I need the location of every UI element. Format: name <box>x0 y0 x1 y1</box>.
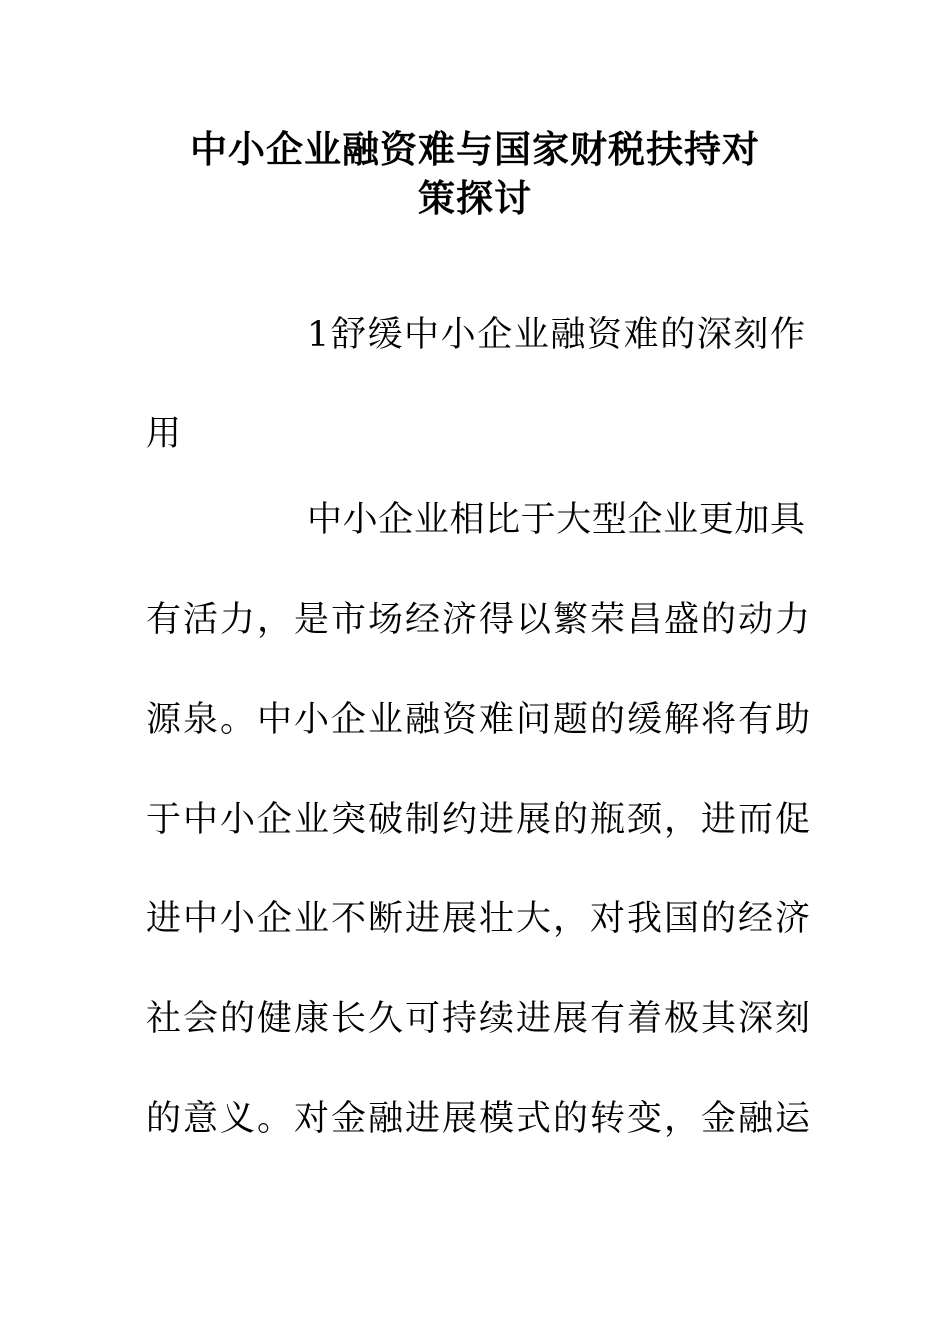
paragraph-line: 进中小企业不断进展壮大，对我国的经济 <box>146 899 810 939</box>
paragraph-line: 有活力，是市场经济得以繁荣昌盛的动力 <box>146 600 810 640</box>
section-heading-line-1: 1舒缓中小企业融资难的深刻作 <box>307 315 805 355</box>
paragraph-line: 源泉。中小企业融资难问题的缓解将有助 <box>146 700 810 740</box>
paragraph-line: 中小企业相比于大型企业更加具 <box>307 500 805 540</box>
paragraph-line: 社会的健康长久可持续进展有着极其深刻 <box>146 999 810 1039</box>
document-title-line-1: 中小企业融资难与国家财税扶持对 <box>190 128 760 171</box>
paragraph-line: 于中小企业突破制约进展的瓶颈，进而促 <box>146 800 810 840</box>
paragraph-line: 的意义。对金融进展模式的转变，金融运 <box>146 1099 810 1139</box>
section-heading-line-2: 用 <box>146 414 182 454</box>
document-title-line-2: 策探讨 <box>418 177 532 220</box>
